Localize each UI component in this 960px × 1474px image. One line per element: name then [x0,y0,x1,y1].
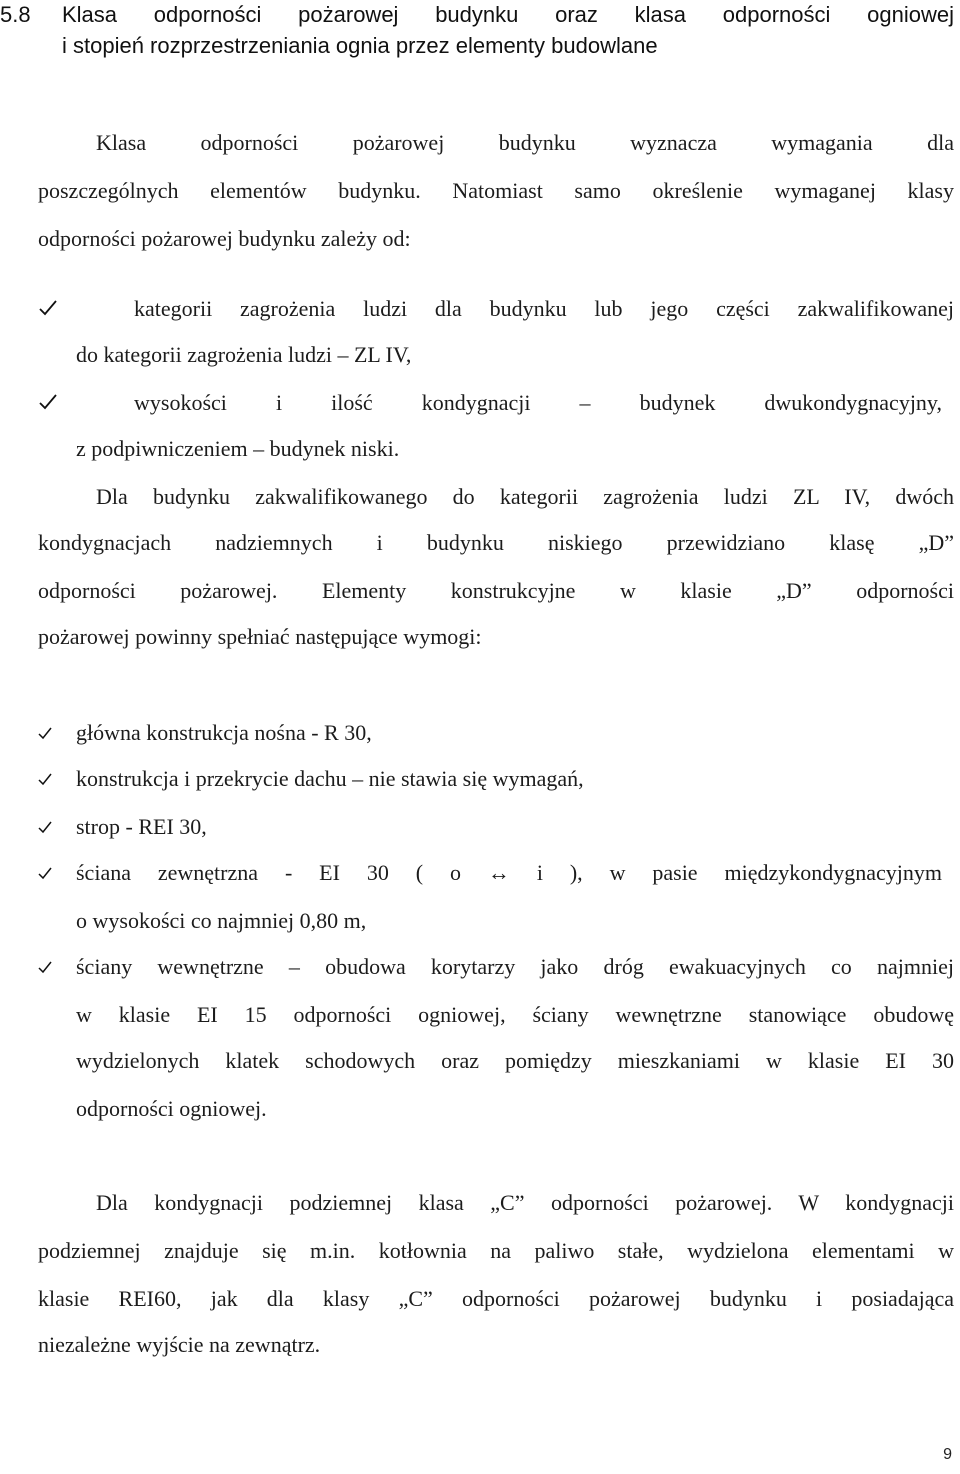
checkmark-icon [38,820,52,834]
classification-line-3: odporności pożarowej. Elementy konstrukcyjne w klasie „D” odporności [38,578,954,603]
underground-line-4: niezależne wyjście na zewnątrz. [38,1332,321,1357]
requirement-3: strop - REI 30, [76,814,207,839]
requirement-5-line-4: odporności ogniowej. [76,1096,267,1121]
checkmark-icon [38,298,58,318]
checkmark-icon [38,726,52,740]
criterion-2-line-2: z podpiwniczeniem – budynek niski. [76,436,400,461]
requirement-5-line-1: ściany wewnętrzne – obudowa korytarzy jako dróg ewakuacyjnych co najmniej [76,954,954,979]
requirement-4-line-2: o wysokości co najmniej 0,80 m, [76,908,367,933]
requirement-5-line-3: wydzielonych klatek schodowych oraz pomiędzy mieszkaniami w klasie EI 30 [76,1048,954,1073]
checkmark-icon [38,960,52,974]
underground-line-2: podziemnej znajduje się m.in. kotłownia na paliwo stałe, wydzielona elementami w [38,1238,954,1263]
intro-line-2: poszczególnych elementów budynku. Natomiast samo określenie wymaganej klasy [38,178,954,203]
section-number: 5.8 [0,2,31,27]
page-number: 9 [943,1446,952,1463]
underground-line-3: klasie REI60, jak dla klasy „C” odporności pożarowej budynku i posiadająca [38,1286,954,1311]
criterion-2-line-1: wysokości i ilość kondygnacji – budynek dwukondygnacyjny, [134,390,942,415]
requirement-4-line-1: ściana zewnętrzna - EI 30 ( o ↔ i ), w pasie międzykondygnacyjnym [76,860,942,885]
underground-line-1: Dla kondygnacji podziemnej klasa „C” odporności pożarowej. W kondygnacji [96,1190,954,1215]
classification-line-1: Dla budynku zakwalifikowanego do kategorii zagrożenia ludzi ZL IV, dwóch [96,484,954,509]
requirement-1: główna konstrukcja nośna - R 30, [76,720,372,745]
criterion-1-line-2: do kategorii zagrożenia ludzi – ZL IV, [76,342,412,367]
criterion-1-line-1: kategorii zagrożenia ludzi dla budynku lub jego części zakwalifikowanej [134,296,954,321]
requirement-2: konstrukcja i przekrycie dachu – nie stawia się wymagań, [76,766,584,791]
section-title-line-2: i stopień rozprzestrzeniania ognia przez elementy budowlane [62,33,658,58]
checkmark-icon [38,772,52,786]
classification-line-2: kondygnacjach nadziemnych i budynku niskiego przewidziano klasę „D” [38,530,954,555]
section-title-line-1: Klasa odporności pożarowej budynku oraz klasa odporności ogniowej [62,2,954,27]
classification-line-4: pożarowej powinny spełniać następujące wymogi: [38,624,482,649]
checkmark-icon [38,866,52,880]
requirement-5-line-2: w klasie EI 15 odporności ogniowej, ściany wewnętrzne stanowiące obudowę [76,1002,954,1027]
intro-line-1: Klasa odporności pożarowej budynku wyznacza wymagania dla [96,130,954,155]
intro-line-3: odporności pożarowej budynku zależy od: [38,226,411,251]
checkmark-icon [38,392,58,412]
